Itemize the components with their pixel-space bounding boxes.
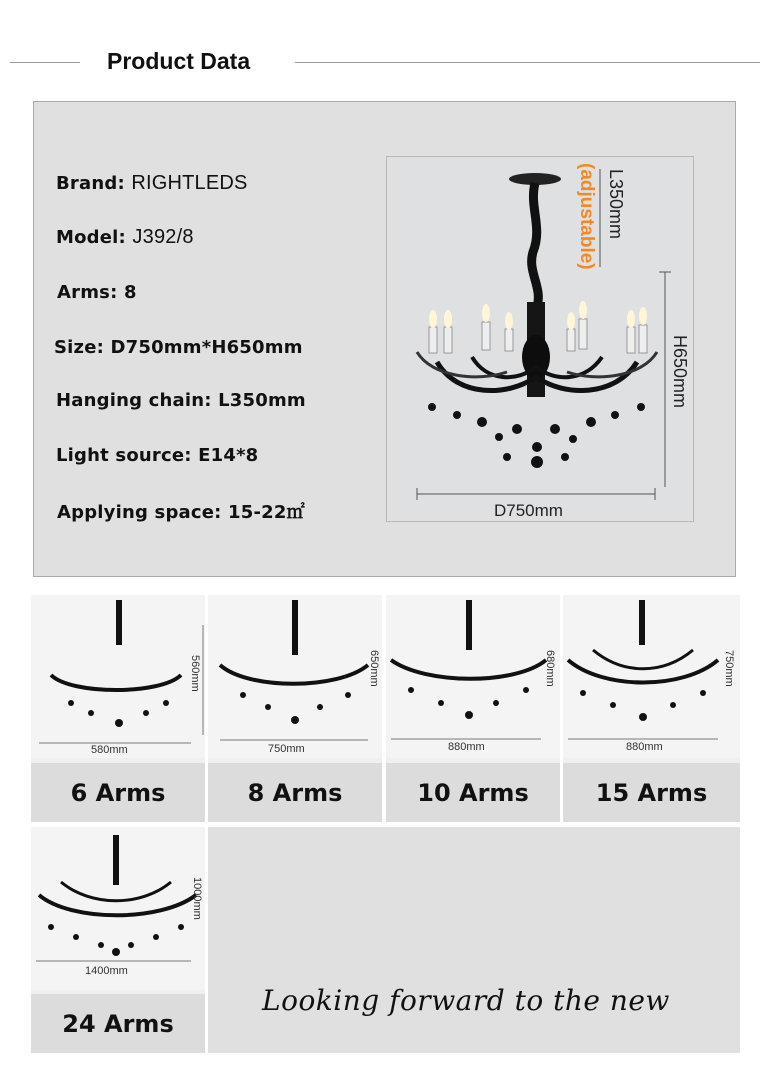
variant-card-15-arms	[563, 595, 740, 822]
variant-label: 6 Arms	[31, 763, 205, 822]
variant-card-8-arms	[208, 595, 382, 822]
variant-height: 650mm	[368, 650, 380, 687]
product-photo	[386, 156, 694, 522]
chandelier-illustration	[387, 157, 694, 522]
variant-image	[563, 595, 740, 758]
variant-card-10-arms	[386, 595, 560, 822]
spec-brand-value: RIGHTLEDS	[131, 172, 248, 194]
diameter-label: D750mm	[494, 501, 563, 520]
spec-light-source: Light source: E14*8	[56, 445, 259, 466]
variant-width: 580mm	[91, 744, 128, 756]
variant-image	[386, 595, 560, 758]
variant-height: 560mm	[189, 655, 201, 692]
variant-image	[208, 595, 382, 758]
tagline-panel	[208, 827, 740, 1053]
spec-chain: Hanging chain: L350mm	[56, 390, 306, 411]
variant-label: 8 Arms	[208, 763, 382, 822]
variant-height: 750mm	[723, 650, 735, 687]
section-title: Product Data	[107, 48, 251, 74]
chain-length-label: L350mm	[606, 169, 626, 240]
variant-image	[31, 595, 205, 758]
adjustable-label: (adjustable)	[576, 163, 597, 270]
variant-width: 750mm	[268, 743, 305, 755]
variant-image	[31, 827, 205, 990]
variant-label: 15 Arms	[563, 763, 740, 822]
spec-brand-label: Brand:	[56, 173, 125, 194]
spec-applying-space: Applying space: 15-22㎡	[57, 502, 305, 523]
variant-label: 10 Arms	[386, 763, 560, 822]
tagline-text: Looking forward to the new	[262, 984, 670, 1017]
spec-brand	[56, 172, 248, 195]
variant-height: 1000mm	[191, 877, 203, 920]
spec-panel	[33, 101, 736, 577]
spec-model	[56, 226, 194, 249]
spec-model-value: J392/8	[132, 226, 194, 248]
spec-arms: Arms: 8	[57, 282, 137, 303]
variant-width: 1400mm	[85, 965, 128, 977]
variant-width: 880mm	[448, 741, 485, 753]
chandelier-thumbnail	[386, 595, 560, 758]
variant-label: 24 Arms	[31, 994, 205, 1053]
variant-card-24-arms	[31, 827, 205, 1053]
header-rule-left	[10, 62, 80, 63]
spec-size: Size: D750mm*H650mm	[54, 337, 303, 358]
spec-model-label: Model:	[56, 227, 126, 248]
height-label: H650mm	[670, 335, 690, 409]
variant-card-6-arms	[31, 595, 205, 822]
variant-height: 680mm	[544, 650, 556, 687]
variant-width: 880mm	[626, 741, 663, 753]
chandelier-thumbnail	[563, 595, 740, 758]
chandelier-thumbnail	[208, 595, 382, 758]
header-rule-right	[295, 62, 760, 63]
chandelier-thumbnail	[31, 595, 205, 758]
